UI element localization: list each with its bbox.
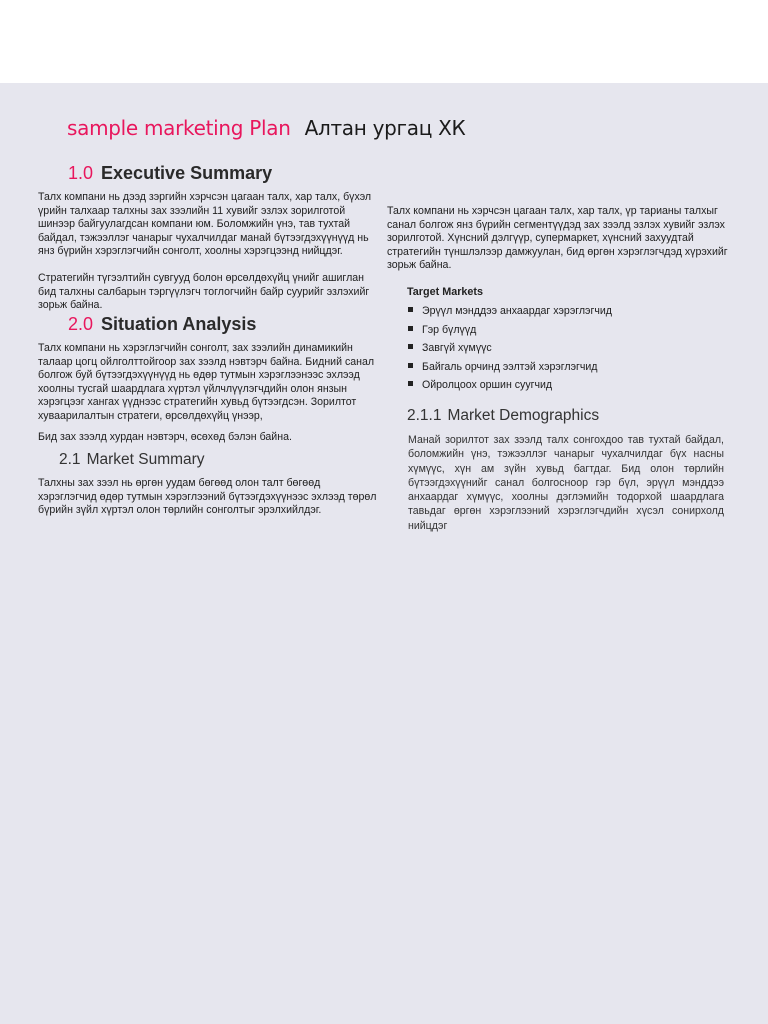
section-title: Executive Summary [101,163,273,183]
market-demographics-paragraph: Манай зорилтот зах зээлд талх сонгохдоо тав тухтай байдал, боломжийн үнэ, тэжээллэг чанарыг чухалчилдаг бүх насны хүмүүс, хүн ам зүйн хувьд багтдаг. Бид олон төрлийн бүтээгдэхүүнийг санал болгосноор гэр бүл, эрүүл мэнддээ анхаардаг хүмүүс, хоолны дэглэмийн тодорхой шаардлага тавьдаг өргөн хэрэглээний хэрэглэгчдийн хүсэл сонирхолд нийцдэг [408,434,724,532]
executive-summary-paragraph-right: Талх компани нь хэрчсэн цагаан талх, хар талх, үр тарианы талхыг санал болгож янз бүрийн сегментүүдэд зах зээлд эзлэх хувийг эзлэх зорилготой. Хүнсний дэлгүүр, супермаркет, хүнсний захуудтай стратегийн түншлэлээр дамжуулан, бид өргөн хэрэглэгчдэд хүрэхийг зорьж байна. [387,205,728,271]
list-item [408,378,612,397]
executive-summary-paragraph-2: Стратегийн түгээлтийн сувгууд болон өрсөлдөхүйц үнийг ашиглан бид талхны салбарын тэргүүлэгч тоглогчийн байр суурийг эзлэхийг зорьж байна. [38,272,370,311]
section-number: 2.0 [68,314,94,334]
bullet-square-icon [408,307,413,312]
list-item [408,304,612,323]
heading-market-demographics [407,407,599,425]
heading-market-summary [59,451,205,469]
bullet-square-icon [408,381,413,386]
list-item-label: Гэр бүлүүд [422,323,477,336]
list-item-label: Байгаль орчинд ээлтэй хэрэглэгчид [422,360,598,373]
bullet-square-icon [408,326,413,331]
section-number: 1.0 [68,163,94,183]
heading-executive-summary [68,163,272,184]
document-title [67,116,465,140]
list-item-label: Эрүүл мэнддээ анхаардаг хэрэглэгчид [422,305,612,317]
target-markets-heading: Target Markets [407,286,484,298]
executive-summary-paragraph-1: Талх компани нь дээд зэргийн хэрчсэн цагаан талх, хар талх, бүхэл үрийн талхаар талхны зах зээлийн 11 хувийг эзлэх зорилготой шинээр байгуулагдсан компани юм. Боломжийн үнэ, тав тухтай байдал, тэжээллэг чанарыг чухалчилдаг манай бүтээгдэхүүнүүд нь янз бүрийн хэрэглэгчийн сонголт, хоолны хэрэгцээнд нийцдэг. [38,191,372,257]
section-title: Situation Analysis [101,314,257,334]
bullet-square-icon [408,344,413,349]
market-summary-paragraph: Талхны зах зээл нь өргөн уудам бөгөөд олон талт бөгөөд хэрэглэгчид өдөр тутмын хэрэглээний бүтээгдэхүүнээс эхлээд төрөл бүрийн зүйл хүртэл олон төрлийн сонголтыг эрэлхийлдэг. [38,477,377,516]
list-item-label: Завгүй хүмүүс [422,342,492,354]
situation-analysis-paragraph-1: Талх компани нь хэрэглэгчийн сонголт, зах зээлийн динамикийн талаар цогц ойлголттойгоор зах зээлд нэвтэрч байна. Бидний санал болгож буй бүтээгдэхүүнүүд нь өдөр тутмын хэрэглээнээс эхлээд хоолны тусгай шаардлага хүртэл үйлчлүүлэгчдийн олон янзын хэрэгцээг хангах үүднээс стратегийн хувьд бүтээгдсэн. Зорилтот хуваарилалтын стратеги, өрсөлдөхүйц үнээр, [38,342,375,422]
heading-situation-analysis [68,314,256,335]
title-mongolian: Алтан ургац ХК [304,116,466,140]
title-english: sample marketing Plan [67,116,291,140]
target-markets-list [408,304,612,397]
top-blank-band [0,0,768,83]
list-item [408,341,612,360]
list-item [408,360,612,379]
list-item-label: Ойролцоох оршин суугчид [422,379,553,391]
list-item [408,323,612,342]
section-title: Market Summary [86,451,205,468]
section-title: Market Demographics [447,407,600,424]
section-number: 2.1.1 [407,407,442,424]
section-number: 2.1 [59,451,81,468]
situation-analysis-paragraph-2: Бид зах зээлд хурдан нэвтэрч, өсөхөд бэлэн байна. [38,431,292,443]
bullet-square-icon [408,363,413,368]
